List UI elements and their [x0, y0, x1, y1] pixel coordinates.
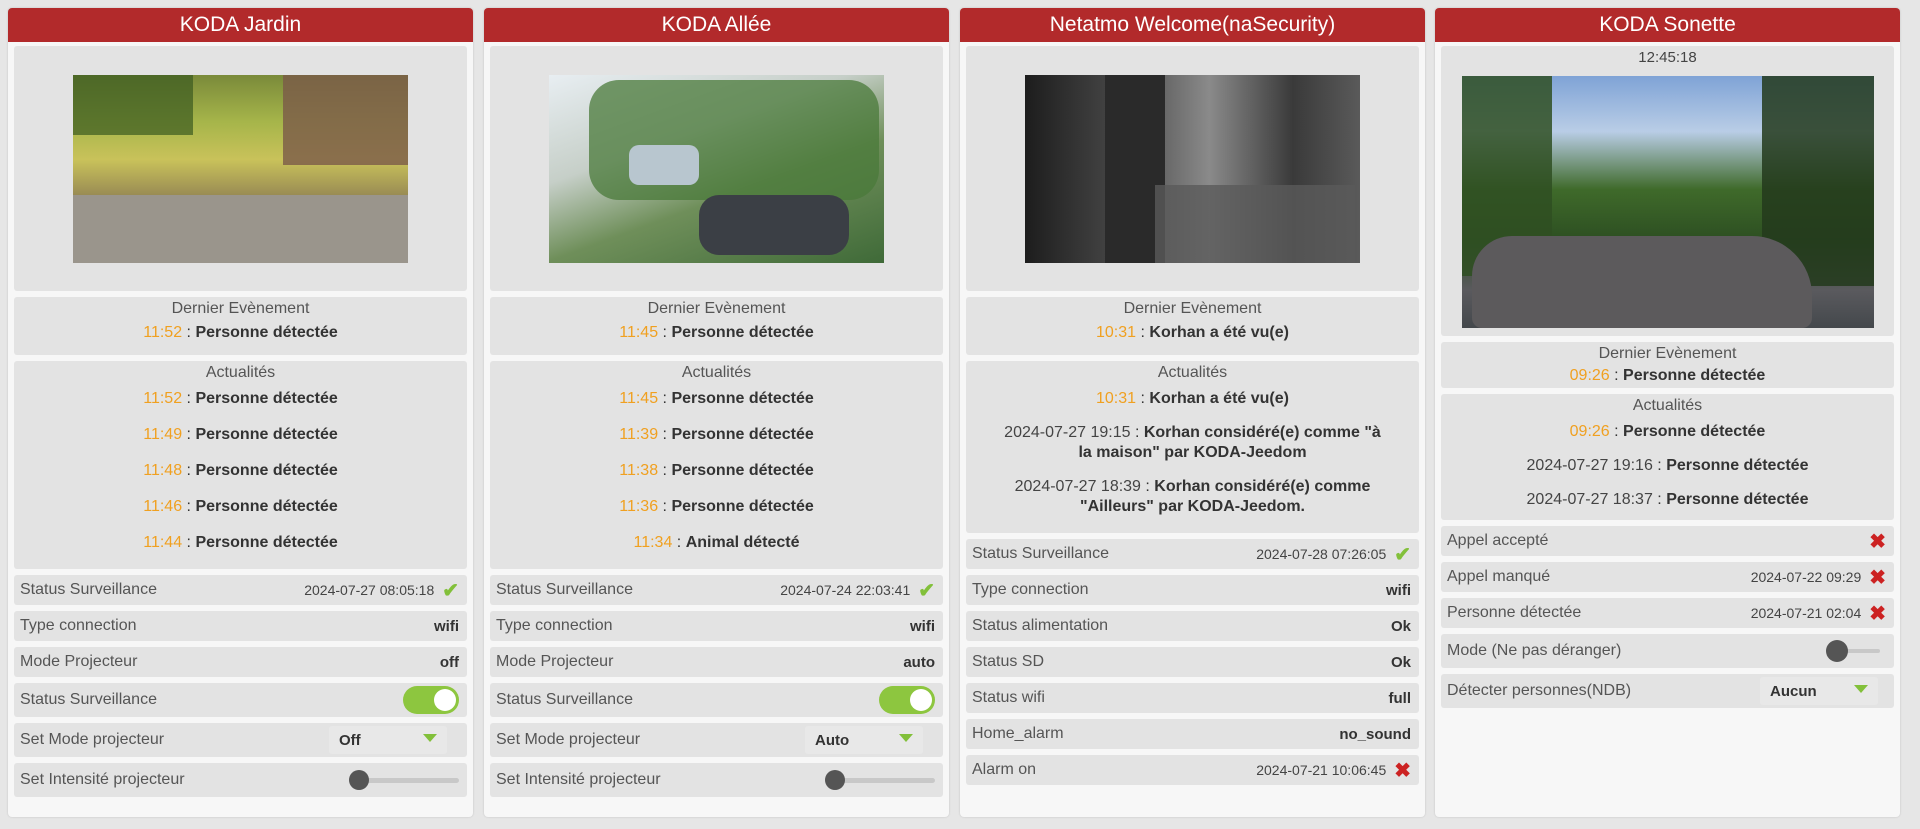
event-text: Personne détectée: [195, 462, 338, 479]
last-event: 09:26 : Personne détectée: [1569, 367, 1766, 384]
event-text: Korhan considéré(e) comme "Ailleurs" par KODA-Jeedom.: [1080, 478, 1371, 515]
slider-knob[interactable]: [349, 770, 369, 790]
row-timestamp: 2024-07-27 08:05:18: [304, 582, 435, 598]
news-item: 11:49 : Personne détectée: [143, 426, 338, 443]
mode-projecteur-row: [490, 647, 943, 677]
last-event: 11:45 : Personne détectée: [619, 324, 814, 341]
type-connection-row: [966, 575, 1419, 605]
chevron-down-icon: [423, 734, 437, 742]
event-time: 10:31: [1096, 324, 1137, 341]
row-label: Set Intensité projecteur: [20, 771, 185, 788]
news-title: Actualités: [1632, 397, 1703, 414]
event-text: Personne détectée: [195, 324, 338, 341]
close-icon: ✖: [1869, 566, 1886, 589]
event-text: Personne détectée: [195, 426, 338, 443]
news-item: 11:34 : Animal détecté: [633, 534, 800, 551]
news-block: [14, 361, 467, 569]
row-label: Status SD: [972, 653, 1045, 670]
event-time: 09:26: [1569, 423, 1610, 440]
home-alarm-row: [966, 719, 1419, 749]
appel-accepte-row: [1441, 526, 1894, 556]
widget-title[interactable]: KODA Jardin: [8, 8, 473, 42]
event-text: Personne détectée: [671, 462, 814, 479]
mode-projecteur-row: [14, 647, 467, 677]
status-wifi-row: [966, 683, 1419, 713]
mode-projecteur-select[interactable]: [805, 726, 923, 754]
ne-pas-deranger-toggle[interactable]: [1826, 637, 1886, 665]
event-time: 09:26: [1569, 367, 1610, 384]
row-label: Type connection: [972, 581, 1089, 598]
news-title: Actualités: [205, 364, 276, 381]
select-value: Auto: [815, 731, 850, 749]
row-timestamp: 2024-07-22 09:29: [1750, 569, 1862, 585]
row-value: auto: [903, 653, 935, 671]
status-sd-row: [966, 647, 1419, 677]
row-label: Status Surveillance: [496, 691, 633, 708]
last-event-title: Dernier Evènement: [1123, 300, 1262, 317]
last-event-block: [14, 297, 467, 355]
row-label: Type connection: [496, 617, 613, 634]
status-surveillance-toggle-row: [490, 683, 943, 717]
widget-title[interactable]: KODA Allée: [484, 8, 949, 42]
status-surveillance-toggle-row: [14, 683, 467, 717]
event-text: Personne détectée: [671, 324, 814, 341]
check-icon: ✔: [442, 579, 459, 602]
row-label: Set Mode projecteur: [20, 731, 165, 748]
slider-knob[interactable]: [825, 770, 845, 790]
event-text: Personne détectée: [671, 498, 814, 515]
row-label: Personne détectée: [1447, 604, 1582, 621]
row-value: wifi: [1386, 581, 1411, 599]
row-value: wifi: [434, 617, 459, 635]
set-intensite-row: [14, 763, 467, 797]
mode-ne-pas-deranger-row: [1441, 634, 1894, 668]
row-label: Type connection: [20, 617, 137, 634]
news-item: 2024-07-27 19:15 : Korhan considéré(e) comme "à la maison" par KODA-Jeedom: [1004, 424, 1381, 461]
widget-koda-sonette: [1435, 8, 1900, 817]
event-time: 11:34: [633, 534, 673, 551]
event-time: 11:45: [619, 390, 659, 407]
row-label: Status Surveillance: [20, 691, 157, 708]
last-event-title: Dernier Evènement: [171, 300, 310, 317]
row-timestamp: 2024-07-24 22:03:41: [780, 582, 911, 598]
row-label: Status Surveillance: [20, 581, 157, 598]
set-intensite-row: [490, 763, 943, 797]
news-item: 09:26 : Personne détectée: [1569, 423, 1766, 440]
detecter-personnes-row: [1441, 674, 1894, 708]
news-item: 11:52 : Personne détectée: [143, 390, 338, 407]
row-label: Appel manqué: [1447, 568, 1551, 585]
event-text: Personne détectée: [195, 498, 338, 515]
status-surveillance-row: [490, 575, 943, 605]
camera-block: [14, 46, 467, 291]
news-item: 2024-07-27 19:16 : Personne détectée: [1526, 457, 1809, 474]
close-icon: ✖: [1869, 530, 1886, 553]
news-item: 11:46 : Personne détectée: [143, 498, 338, 515]
row-value: Ok: [1390, 617, 1411, 635]
row-value: Ok: [1390, 653, 1411, 671]
row-label: Alarm on: [972, 761, 1037, 778]
news-block: [966, 361, 1419, 533]
row-value: no_sound: [1339, 725, 1411, 743]
news-item: 10:31 : Korhan a été vu(e): [1096, 390, 1289, 407]
row-label: Set Intensité projecteur: [496, 771, 661, 788]
event-text: Korhan considéré(e) comme "à la maison" par KODA-Jeedom: [1078, 424, 1381, 461]
select-value: Off: [339, 731, 361, 749]
close-icon: ✖: [1394, 759, 1411, 782]
event-time: 11:36: [619, 498, 659, 515]
news-block: [1441, 394, 1894, 520]
row-timestamp: 2024-07-28 07:26:05: [1256, 546, 1387, 562]
camera-snapshot[interactable]: [1025, 75, 1360, 263]
news-item: 11:48 : Personne détectée: [143, 462, 338, 479]
event-text: Animal détecté: [685, 534, 800, 551]
close-icon: ✖: [1869, 602, 1886, 625]
news-item: 11:45 : Personne détectée: [619, 390, 814, 407]
row-value: off: [439, 653, 459, 671]
row-label: Status Surveillance: [496, 581, 633, 598]
news-block: [490, 361, 943, 569]
select-value: Aucun: [1770, 682, 1817, 700]
event-time: 11:49: [143, 426, 183, 443]
intensite-slider[interactable]: [825, 770, 935, 790]
news-item: 11:44 : Personne détectée: [143, 534, 338, 551]
news-title: Actualités: [681, 364, 752, 381]
row-label: Set Mode projecteur: [496, 731, 641, 748]
last-event-title: Dernier Evènement: [647, 300, 786, 317]
row-label: Status alimentation: [972, 617, 1109, 634]
set-mode-projecteur-row: [490, 723, 943, 757]
event-time: 10:31: [1096, 390, 1137, 407]
type-connection-row: [490, 611, 943, 641]
camera-block: [966, 46, 1419, 291]
chevron-down-icon: [899, 734, 913, 742]
last-event-block: [1441, 342, 1894, 388]
event-date: 2024-07-27 18:37: [1526, 491, 1653, 508]
event-time: 11:52: [143, 390, 183, 407]
widget-netatmo-welcome: [960, 8, 1425, 817]
event-text: Personne détectée: [1666, 457, 1809, 474]
row-label: Status Surveillance: [972, 545, 1109, 562]
status-alimentation-row: [966, 611, 1419, 641]
widget-title[interactable]: KODA Sonette: [1435, 8, 1900, 42]
news-item: 2024-07-27 18:39 : Korhan considéré(e) comme "Ailleurs" par KODA-Jeedom.: [1014, 478, 1371, 515]
event-text: Personne détectée: [671, 426, 814, 443]
news-item: 11:38 : Personne détectée: [619, 462, 814, 479]
camera-snapshot[interactable]: [549, 75, 884, 263]
set-mode-projecteur-row: [14, 723, 467, 757]
news-item: 11:39 : Personne détectée: [619, 426, 814, 443]
camera-block: [490, 46, 943, 291]
event-time: 11:52: [143, 324, 183, 341]
event-time: 11:45: [619, 324, 659, 341]
event-text: Personne détectée: [1623, 367, 1766, 384]
row-value: full: [1388, 689, 1411, 707]
event-text: Personne détectée: [671, 390, 814, 407]
event-text: Korhan a été vu(e): [1149, 390, 1289, 407]
alarm-on-row: [966, 755, 1419, 785]
event-time: 11:38: [619, 462, 659, 479]
event-date: 2024-07-27 19:16: [1526, 457, 1653, 474]
type-connection-row: [14, 611, 467, 641]
row-timestamp: 2024-07-21 02:04: [1750, 605, 1862, 621]
mode-projecteur-select[interactable]: [329, 726, 447, 754]
event-date: 2024-07-27 18:39: [1014, 478, 1141, 495]
camera-clock: 12:45:18: [1638, 49, 1697, 66]
row-label: Mode (Ne pas déranger): [1447, 642, 1622, 659]
news-item: 2024-07-27 18:37 : Personne détectée: [1526, 491, 1809, 508]
surveillance-toggle[interactable]: [403, 686, 459, 714]
widget-koda-allee: [484, 8, 949, 817]
last-event-block: [490, 297, 943, 355]
row-timestamp: 2024-07-21 10:06:45: [1256, 762, 1387, 778]
check-icon: ✔: [1394, 543, 1411, 566]
personne-detectee-row: [1441, 598, 1894, 628]
check-icon: ✔: [918, 579, 935, 602]
event-time: 11:48: [143, 462, 183, 479]
event-text: Personne détectée: [1666, 491, 1809, 508]
news-title: Actualités: [1157, 364, 1228, 381]
event-text: Personne détectée: [195, 390, 338, 407]
row-label: Détecter personnes(NDB): [1447, 682, 1632, 699]
last-event-title: Dernier Evènement: [1598, 345, 1737, 362]
camera-snapshot[interactable]: [73, 75, 408, 263]
row-label: Appel accepté: [1447, 532, 1549, 549]
surveillance-toggle[interactable]: [879, 686, 935, 714]
last-event-block: [966, 297, 1419, 355]
status-surveillance-row: [14, 575, 467, 605]
row-label: Home_alarm: [972, 725, 1064, 742]
row-label: Mode Projecteur: [20, 653, 138, 670]
event-time: 11:44: [143, 534, 183, 551]
camera-block: [1441, 46, 1894, 336]
event-text: Personne détectée: [195, 534, 338, 551]
news-item: 11:36 : Personne détectée: [619, 498, 814, 515]
status-surveillance-row: [966, 539, 1419, 569]
row-label: Status wifi: [972, 689, 1045, 706]
last-event: 10:31 : Korhan a été vu(e): [1096, 324, 1289, 341]
event-date: 2024-07-27 19:15: [1004, 424, 1131, 441]
detecter-personnes-select[interactable]: [1760, 677, 1878, 705]
appel-manque-row: [1441, 562, 1894, 592]
event-text: Korhan a été vu(e): [1149, 324, 1289, 341]
intensite-slider[interactable]: [349, 770, 459, 790]
chevron-down-icon: [1854, 685, 1868, 693]
widget-koda-jardin: [8, 8, 473, 817]
event-time: 11:39: [619, 426, 659, 443]
event-text: Personne détectée: [1623, 423, 1766, 440]
camera-snapshot[interactable]: [1462, 76, 1874, 328]
row-label: Mode Projecteur: [496, 653, 614, 670]
row-value: wifi: [910, 617, 935, 635]
event-time: 11:46: [143, 498, 183, 515]
last-event: 11:52 : Personne détectée: [143, 324, 338, 341]
widget-title[interactable]: Netatmo Welcome(naSecurity): [960, 8, 1425, 42]
